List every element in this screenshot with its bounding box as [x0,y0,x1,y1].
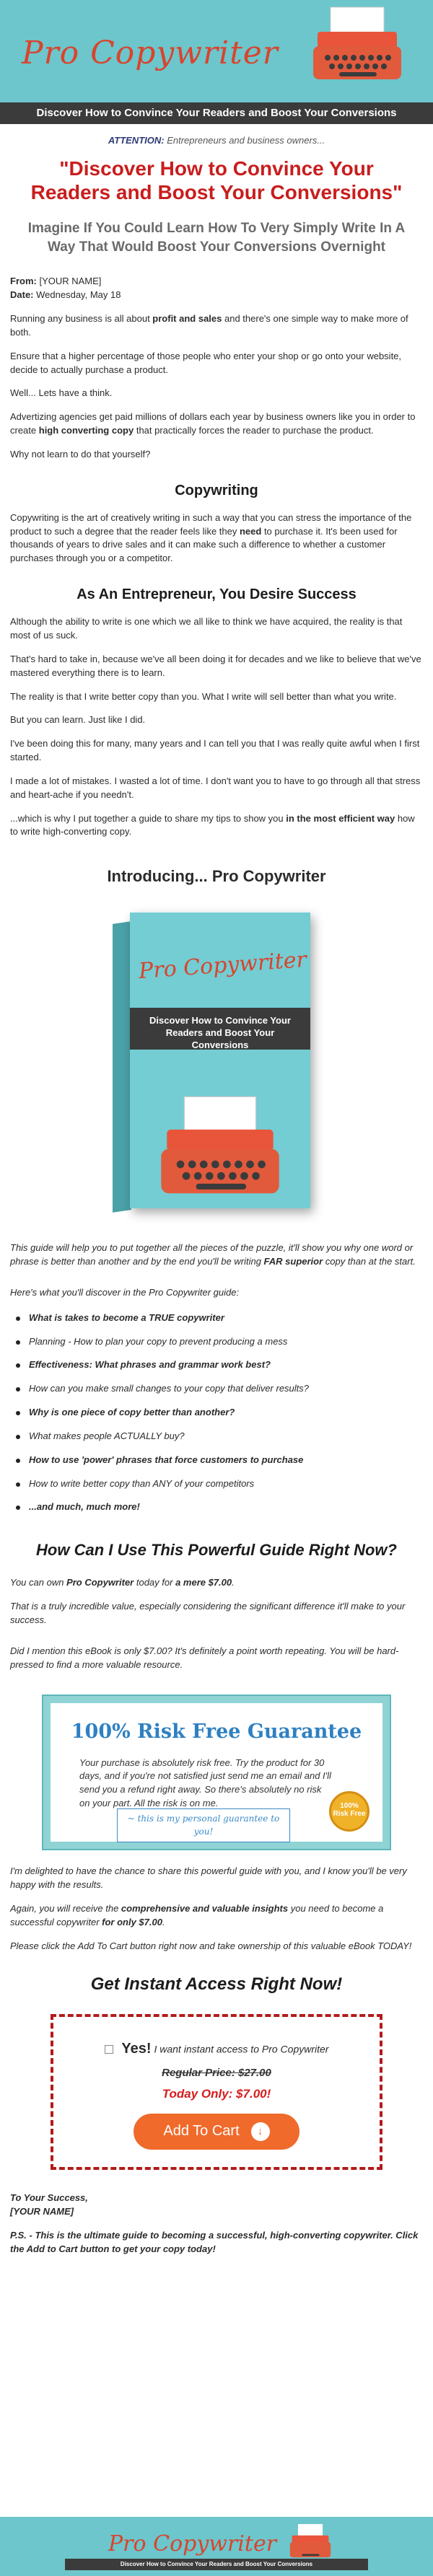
footer-brand: Pro Copywriter [108,2531,277,2557]
yes-text: I want instant access to Pro Copywriter [154,2043,329,2055]
benefit-item: ...and much, much more! [10,1500,423,1514]
entrepreneur-paragraph: The reality is that I write better copy than you. What I write will sell better than what you write. [10,690,397,702]
letter-paragraph: Running any business is all about profit and sales and there's one simple way to make more of both. [10,313,408,338]
header-banner [0,0,433,119]
ebook-front [130,913,310,1208]
access-heading: Get Instant Access Right Now! [90,1974,343,1994]
sales-letter [0,134,433,2256]
typewriter-icon [155,1093,285,1201]
signoff [10,2192,423,2219]
benefit-item: Effectiveness: What phrases and grammar work best? [10,1358,423,1372]
date-value: Wednesday, May 18 [36,289,121,301]
seal-label: Risk Free [333,1809,366,1818]
attention-label: ATTENTION: [108,135,165,146]
ebook-spine [113,921,131,1213]
from-value: [YOUR NAME] [39,276,102,287]
benefit-item: Planning - How to plan your copy to prevent producing a mess [10,1335,423,1349]
value-paragraph: That is a truly incredible value, especially considering the significant difference it'll make to your success. [10,1601,406,1625]
question-heading: How Can I Use This Powerful Guide Right Now? [36,1541,397,1560]
entrepreneur-paragraph: That's hard to take in, because we've all been doing it for decades and we like to believe that we've mastered everything there is to learn. [10,653,421,678]
seal-percent: 100% [340,1802,359,1811]
postscript: P.S. - This is the ultimate guide to becoming a successful, high-converting copywriter. Click the Add to Cart button to get your copy today! [10,2230,419,2254]
signoff-name: [YOUR NAME] [10,2206,74,2217]
sub-headline: Imagine If You Could Learn How To Very Simply Write In A Way That Would Boost Your Conversions Overnight [27,221,406,255]
entrepreneur-heading: As An Entrepreneur, You Desire Success [76,586,357,603]
footer-tagline: Discover How to Convince Your Readers and Boost Your Conversions [65,2559,368,2570]
benefit-item: Why is one piece of copy better than another? [10,1406,423,1420]
date-label: Date: [10,289,34,301]
entrepreneur-paragraph: I've been doing this for many, many years and I can tell you that I was really quite awful when I first started. [10,738,420,763]
copywriting-paragraph: Copywriting is the art of creatively writing in such a way that you can stress the importance of the product to such a degree that the reader feels like they need to purchase it. It's been used for thousands of years to drive sales and it can make such a difference to whether a customer purchases through you or a competitor. [10,511,412,564]
regular-price: Regular Price: $27.00 [162,2067,271,2080]
brand-title: Pro Copywriter [22,35,279,71]
from-date-block [10,275,423,302]
ebook-cover [108,910,325,1220]
attention-line [10,134,423,148]
yes-line [53,2039,380,2060]
header-tagline: Discover How to Convince Your Readers and Boost Your Conversions [0,102,433,124]
main-headline: "Discover How to Convince Your Readers and Boost Your Conversions" [30,157,403,204]
guide-paragraph: This guide will help you to put together all the pieces of the puzzle, it'll show you why one word or phrase is better than another and by the end you'll be writing FAR superior copy than at the start. [10,1242,416,1267]
letter-paragraph: Well... Lets have a think. [10,387,113,399]
benefit-item: How can you make small changes to your copy that deliver results? [10,1382,423,1396]
list-intro: Here's what you'll discover in the Pro Copywriter guide: [10,1286,240,1298]
letter-paragraph: Advertizing agencies get paid millions of dollars each year by business owners like you in order to create high converting copy that practically forces the reader to purchase the product. [10,411,416,436]
guarantee-body: Your purchase is absolutely risk free. Try the product for 30 days, and if you're not satisfied just send me an email and I'll send you a refund right away. So there's absolutely no risk on your part. All the risk is on me. [79,1757,331,1809]
guarantee-box [43,1696,390,1849]
entrepreneur-paragraph: I made a lot of mistakes. I wasted a lot of time. I don't want you to have to go through all that stress and heart-ache if you needn't. [10,775,421,800]
benefit-item: How to write better copy than ANY of your competitors [10,1477,423,1491]
signoff-line: To Your Success, [10,2192,88,2204]
introducing-heading: Introducing... Pro Copywriter [107,867,326,886]
price-paragraph: You can own Pro Copywriter today for a mere $7.00. [10,1577,235,1588]
from-label: From: [10,276,37,287]
agree-checkbox[interactable] [105,2045,113,2054]
yes-label: Yes! [121,2041,152,2057]
risk-free-seal-icon [329,1791,369,1832]
reminder-paragraph: Did I mention this eBook is only $7.00? It's definitely a point worth repeating. You will be hard-pressed to find a more valuable resource. [10,1645,399,1670]
typewriter-icon [289,2521,332,2562]
footer-banner [0,2517,433,2576]
benefit-item: What makes people ACTUALLY buy? [10,1430,423,1443]
chevron-down-circle-icon: ↓ [251,2122,270,2141]
benefit-list [10,1311,423,1515]
entrepreneur-paragraph: ...which is why I put together a guide to share my tips to show you in the most efficient way how to write high-converting copy. [10,812,415,838]
ebook-subtitle: Discover How to Convince Your Readers and Boost Your Conversions [130,1008,310,1050]
click-paragraph: Please click the Add To Cart button right now and take ownership of this valuable eBook TODAY! [10,1940,412,1951]
entrepreneur-paragraph: But you can learn. Just like I did. [10,714,146,726]
guarantee-signature: ~ this is my personal guarantee to you! [117,1808,290,1842]
benefit-item: What is takes to become a TRUE copywriter [10,1311,423,1325]
add-to-cart-button[interactable] [134,2114,299,2150]
today-price: Today Only: $7.00! [162,2087,271,2101]
benefit-item: How to use 'power' phrases that force customers to purchase [10,1454,423,1467]
again-paragraph: Again, you will receive the comprehensive and valuable insights you need to become a successful copywriter for only $7.00. [10,1903,384,1927]
copywriting-heading: Copywriting [175,482,258,498]
letter-paragraph: Why not learn to do that yourself? [10,448,151,460]
add-to-cart-label: Add To Cart [163,2123,240,2140]
guarantee-title: 100% Risk Free Guarantee [71,1720,362,1744]
entrepreneur-paragraph: Although the ability to write is one which we all like to think we have acquired, the reality is that most of us suck. [10,616,403,641]
order-box [51,2014,382,2170]
typewriter-icon [310,4,404,85]
letter-paragraph: Ensure that a higher percentage of those people who enter your shop or go onto your website, decide to actually purchase a product. [10,350,402,375]
ebook-title: Pro Copywriter [138,947,307,985]
delighted-paragraph: I'm delighted to have the chance to share this powerful guide with you, and I know you'll be very happy with the results. [10,1865,407,1891]
attention-text: Entrepreneurs and business owners... [167,135,325,146]
